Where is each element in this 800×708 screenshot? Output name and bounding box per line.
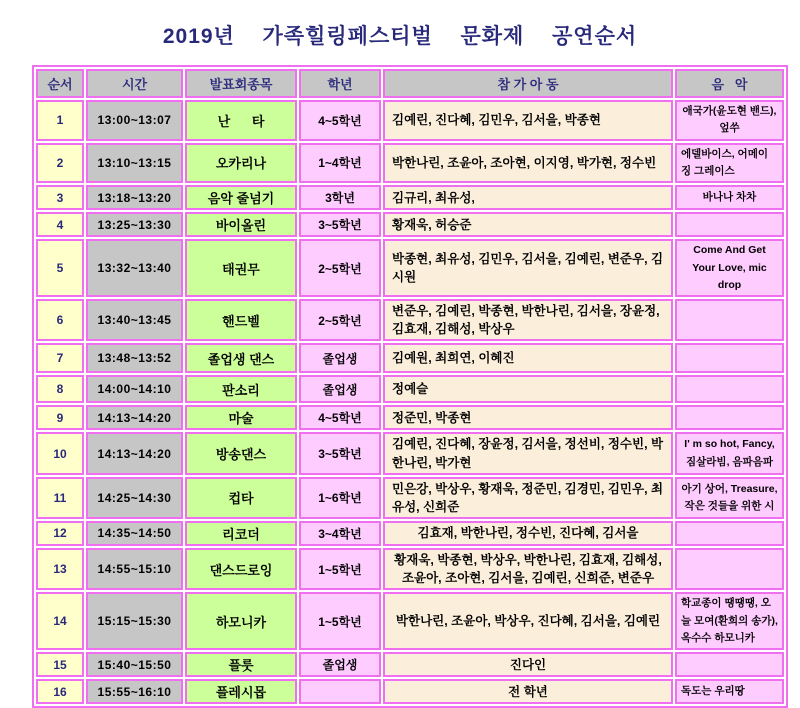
header-row <box>36 69 784 98</box>
item-cell: 플레시몹 <box>185 679 297 704</box>
col-header-grade: 학년 <box>299 69 381 98</box>
schedule-table <box>32 65 788 708</box>
music-cell: 독도는 우리땅 <box>675 679 784 704</box>
order-cell: 1 <box>36 100 84 141</box>
participants-cell: 정예슬 <box>383 375 673 403</box>
col-header-item: 발표회종목 <box>185 69 297 98</box>
item-cell: 졸업생 댄스 <box>185 343 297 373</box>
time-cell: 14:00~14:10 <box>86 375 183 403</box>
music-cell: 에델바이스, 어메이징 그레이스 <box>675 143 784 184</box>
order-cell: 15 <box>36 652 84 677</box>
item-cell: 태권무 <box>185 239 297 297</box>
item-cell: 바이올린 <box>185 212 297 237</box>
music-cell: 학교종이 땡땡땡, 오늘 모여(환희의 송가), 옥수수 하모니카 <box>675 592 784 650</box>
participants-cell: 김예린, 진다혜, 김민우, 김서을, 박종현 <box>383 100 673 141</box>
order-cell: 9 <box>36 405 84 430</box>
music-cell <box>675 343 784 373</box>
order-cell: 8 <box>36 375 84 403</box>
order-cell: 12 <box>36 521 84 546</box>
col-header-order: 순서 <box>36 69 84 98</box>
music-cell: 바나나 차차 <box>675 185 784 210</box>
table-row <box>36 405 784 430</box>
item-cell: 마술 <box>185 405 297 430</box>
grade-cell: 3~5학년 <box>299 432 381 474</box>
music-cell: 아기 상어, Treasure, 작은 것들을 위한 시 <box>675 477 784 519</box>
time-cell: 13:00~13:07 <box>86 100 183 141</box>
participants-cell: 정준민, 박종현 <box>383 405 673 430</box>
music-cell <box>675 212 784 237</box>
table-row <box>36 212 784 237</box>
grade-cell <box>299 679 381 704</box>
item-cell: 방송댄스 <box>185 432 297 474</box>
grade-cell: 1~6학년 <box>299 477 381 519</box>
time-cell: 14:13~14:20 <box>86 432 183 474</box>
participants-cell: 김예린, 진다혜, 장윤정, 김서을, 정선비, 정수빈, 박한나린, 박가현 <box>383 432 673 474</box>
grade-cell: 4~5학년 <box>299 100 381 141</box>
page-title: 2019년 가족힐링페스티벌 문화제 공연순서 <box>162 25 638 48</box>
music-cell: Come And Get Your Love, mic drop <box>675 239 784 297</box>
col-header-music: 음 악 <box>675 69 784 98</box>
participants-cell: 황재욱, 허승준 <box>383 212 673 237</box>
participants-cell: 전 학년 <box>383 679 673 704</box>
music-cell <box>675 548 784 590</box>
order-cell: 7 <box>36 343 84 373</box>
grade-cell: 2~5학년 <box>299 239 381 297</box>
col-header-time: 시간 <box>86 69 183 98</box>
grade-cell: 1~5학년 <box>299 592 381 650</box>
grade-cell: 1~4학년 <box>299 143 381 184</box>
order-cell: 11 <box>36 477 84 519</box>
time-cell: 15:55~16:10 <box>86 679 183 704</box>
item-cell: 음악 줄넘기 <box>185 185 297 210</box>
time-cell: 15:15~15:30 <box>86 592 183 650</box>
table-row <box>36 239 784 297</box>
item-cell: 오카리나 <box>185 143 297 184</box>
order-cell: 4 <box>36 212 84 237</box>
time-cell: 14:35~14:50 <box>86 521 183 546</box>
grade-cell: 졸업생 <box>299 652 381 677</box>
item-cell: 댄스드로잉 <box>185 548 297 590</box>
grade-cell: 4~5학년 <box>299 405 381 430</box>
time-cell: 13:10~13:15 <box>86 143 183 184</box>
participants-cell: 김규리, 최유성, <box>383 185 673 210</box>
order-cell: 5 <box>36 239 84 297</box>
participants-cell: 진다인 <box>383 652 673 677</box>
time-cell: 13:25~13:30 <box>86 212 183 237</box>
order-cell: 2 <box>36 143 84 184</box>
participants-cell: 박한나린, 조윤아, 조아현, 이지영, 박가현, 정수빈 <box>383 143 673 184</box>
order-cell: 14 <box>36 592 84 650</box>
table-row <box>36 375 784 403</box>
grade-cell: 3~5학년 <box>299 212 381 237</box>
table-row <box>36 652 784 677</box>
grade-cell: 1~5학년 <box>299 548 381 590</box>
table-row <box>36 548 784 590</box>
time-cell: 13:40~13:45 <box>86 299 183 341</box>
time-cell: 13:32~13:40 <box>86 239 183 297</box>
grade-cell: 3학년 <box>299 185 381 210</box>
time-cell: 13:18~13:20 <box>86 185 183 210</box>
music-cell <box>675 405 784 430</box>
time-cell: 14:55~15:10 <box>86 548 183 590</box>
table-row <box>36 100 784 141</box>
music-cell <box>675 521 784 546</box>
music-cell <box>675 299 784 341</box>
col-header-participants: 참 가 아 동 <box>383 69 673 98</box>
table-row <box>36 343 784 373</box>
item-cell: 컵타 <box>185 477 297 519</box>
time-cell: 13:48~13:52 <box>86 343 183 373</box>
item-cell: 난 타 <box>185 100 297 141</box>
grade-cell: 3~4학년 <box>299 521 381 546</box>
grade-cell: 2~5학년 <box>299 299 381 341</box>
table-row <box>36 143 784 184</box>
participants-cell: 민은강, 박상우, 황재욱, 정준민, 김경민, 김민우, 최유성, 신희준 <box>383 477 673 519</box>
table-row <box>36 185 784 210</box>
item-cell: 하모니카 <box>185 592 297 650</box>
item-cell: 판소리 <box>185 375 297 403</box>
participants-cell: 김예원, 최희연, 이혜진 <box>383 343 673 373</box>
participants-cell: 변준우, 김예린, 박종현, 박한나린, 김서을, 장윤정, 김효재, 김해성, 박상우 <box>383 299 673 341</box>
order-cell: 13 <box>36 548 84 590</box>
order-cell: 6 <box>36 299 84 341</box>
participants-cell: 김효재, 박한나린, 정수빈, 진다혜, 김서을 <box>383 521 673 546</box>
participants-cell: 박한나린, 조윤아, 박상우, 진다혜, 김서을, 김예린 <box>383 592 673 650</box>
music-cell: I' m so hot, Fancy, 짐살라빔, 음파음파 <box>675 432 784 474</box>
item-cell: 리코더 <box>185 521 297 546</box>
item-cell: 핸드벨 <box>185 299 297 341</box>
time-cell: 14:25~14:30 <box>86 477 183 519</box>
grade-cell: 졸업생 <box>299 375 381 403</box>
table-row <box>36 432 784 474</box>
participants-cell: 황재욱, 박종현, 박상우, 박한나린, 김효재, 김해성, 조윤아, 조아현, 김서을, 김예린, 신희준, 변준우 <box>383 548 673 590</box>
table-row <box>36 477 784 519</box>
music-cell <box>675 652 784 677</box>
time-cell: 15:40~15:50 <box>86 652 183 677</box>
order-cell: 10 <box>36 432 84 474</box>
table-row <box>36 299 784 341</box>
order-cell: 3 <box>36 185 84 210</box>
time-cell: 14:13~14:20 <box>86 405 183 430</box>
item-cell: 플룻 <box>185 652 297 677</box>
participants-cell: 박종현, 최유성, 김민우, 김서을, 김예린, 변준우, 김시원 <box>383 239 673 297</box>
music-cell <box>675 375 784 403</box>
music-cell: 애국가(윤도현 밴드), 엎쑤 <box>675 100 784 141</box>
grade-cell: 졸업생 <box>299 343 381 373</box>
table-row <box>36 592 784 650</box>
table-row <box>36 521 784 546</box>
order-cell: 16 <box>36 679 84 704</box>
table-row <box>36 679 784 704</box>
